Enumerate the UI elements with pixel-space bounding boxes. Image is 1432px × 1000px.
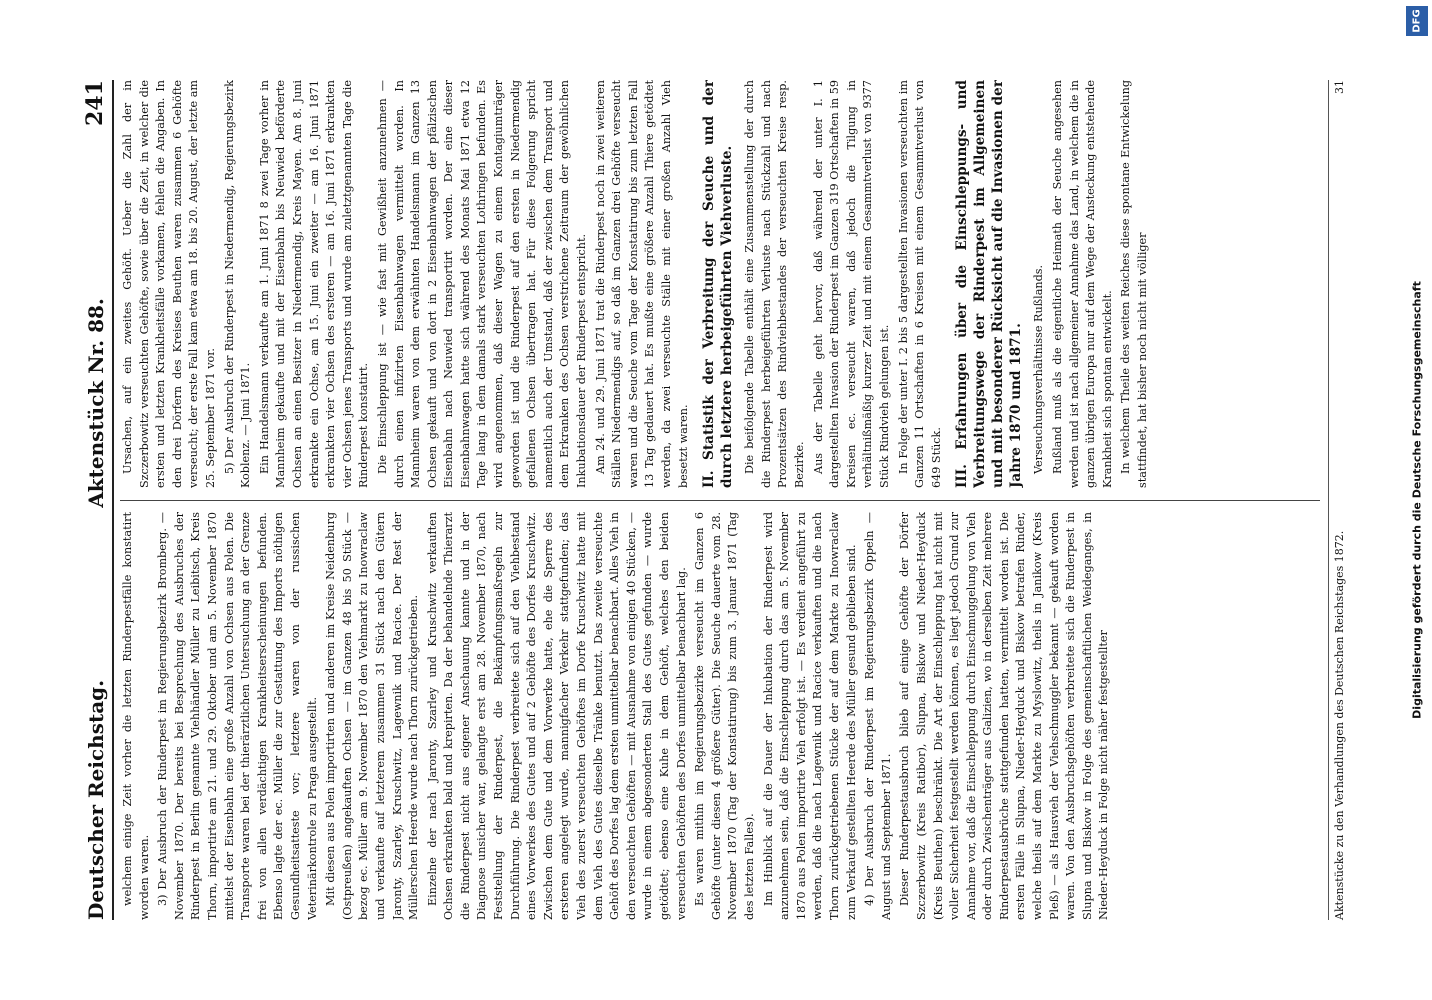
page-footer xyxy=(1328,80,1346,920)
paragraph: Verseuchungsverhältnisse Rußlands. xyxy=(1032,264,1046,474)
paragraph: Mit diesen aus Polen importirten und anderen im Kreise Neidenburg (Ostpreußen) angekauften Ochsen — im Ganzen 48 bis 50 Stück — bezog ec. Müller am 9. November 1870 den Viehmarkt zu Inowraclaw und verkaufte auf letzterem zusammen 31 Stück nach den Gütern Jaronty, Szarley, Kruschwitz, Lagewnik und Racice. Der Rest der Müllerschen Heerde wurde nach Thorn zurückgetrieben. xyxy=(324,512,421,920)
paragraph: Rußland muß als die eigentliche Heimath der Seuche angesehen werden und ist nach allgemeiner Annahme das Land, in welchem die in ganzen übrigen Europa nur auf dem Wege der Ansteckung entstehende Krankheit sich spontan entwickelt. xyxy=(1050,80,1114,488)
paragraph: Ursachen, auf ein zweites Gehöft. Ueber die Zahl der in Szczerbowitz verseuchten Gehöfte, sowie über die Zeit, in welcher die ersten und letzten Krankheitsfälle vorkamen, fehlen die Angaben. In den drei Dörfern des Kreises Beuthen waren zusammen 6 Gehöfte verseucht; der erste Fall kam etwa am 18. bis 20. August, der letzte am 25. September 1871 vor. xyxy=(121,80,217,488)
paragraph: Am 24. und 29. Juni 1871 trat die Rinderpest noch in zwei weiteren Ställen Niedermendigs auf, so daß im Ganzen drei Gehöfte verseucht waren und die Seuche vom Tage der Konstatirung bis zum letzten Fall 13 Tag gedauert hat. Es mußte eine größere Anzahl Thiere getödtet werden, da zwei verseuchte Ställe mit einer großen Anzahl Vieh besetzt waren. xyxy=(593,80,690,488)
paragraph: Aus der Tabelle geht hervor, daß während der unter I. 1 dargestellten Invasion der Rinderpest im Ganzen 319 Ortschaften in 59 Kreisen ec. verseucht waren, daß jedoch die Tilgung in verhältnißmäßig kurzer Zeit und mit einem Gesammtverlust von 9377 Stück Rindvieh gelungen ist. xyxy=(811,80,891,488)
paragraph: 3) Der Ausbruch der Rinderpest im Regierungsbezirk Bromberg. — November 1870. Der bereits bei Besprechung des Ausbruches der Rinderpest in Berlin genannte Viehhändler Müller zu Leibitsch, Kreis Thorn, importirte am 21. und 29. Oktober und am 5. November 1870 mittelst der Eisenbahn eine große Anzahl von Ochsen aus Polen. Die Transporte waren bei der thierärztlichen Untersuchung an der Grenze frei von allen verdächtigen Krankheitserscheinungen befunden. Ebenso lagte der ec. Müller die zur Gestattung des Imports nöthigen Gesundheitsatteste vor; letztere waren von der russischen Veterinärkontrole zu Praga ausgestellt. xyxy=(156,512,319,920)
footer-source: Aktenstücke zu den Verhandlungen des Deutschen Reichstages 1872. xyxy=(1333,530,1346,920)
paragraph: Es waren mithin im Regierungsbezirke verseucht im Ganzen 6 Gehöfte (unter diesen 4 größere Güter). Die Seuche dauerte vom 28. November 1870 (Tag der Konstatirung) bis zum 3. Januar 1871 (Tag des letzten Falles). xyxy=(693,512,756,920)
paragraph: In welchem Theile des weiten Reiches diese spontane Entwickelung stattfindet, hat bisher noch nicht mit völliger xyxy=(1119,80,1149,488)
paragraph: Ein Handelsmann verkaufte am 1. Juni 1871 8 zwei Tage vorher in Mannheim gekaufte und mit der Eisenbahn bis Neuwied beförderte Ochsen an einen Besitzer in Niedermendig, Kreis Mayen. Am 8. Juni erkrankte ein Ochse, am 15. Juni ein zweiter — am 16. Juni 1871 erkrankten vier Ochsen des ersteren — am 16. Juni 1871 erkrankten vier Ochsen jenes Transports und wurde am zuletztgenannten Tage die Rinderpest konstatirt. xyxy=(257,80,371,488)
paragraph: 5) Der Ausbruch der Rinderpest in Niedermendig, Regierungsbezirk Koblenz. — Juni 1871. xyxy=(222,80,253,488)
right-column xyxy=(120,80,1320,488)
page-number: 241 xyxy=(82,80,108,126)
dfg-logo-text: DFG xyxy=(1411,9,1423,33)
credit-text: Digitalisierung gefördert durch die Deutsche Forschungsgemeinschaft xyxy=(1410,281,1424,719)
paragraph: 4) Der Ausbruch der Rinderpest im Regierungsbezirk Oppeln — August und September 1871. xyxy=(863,512,893,920)
section-heading: II. Statistik der Verbreitung der Seuche und der durch letztere herbeigeführten Viehverluste. xyxy=(701,80,736,488)
paragraph: Die Einschleppung ist — wie fast mit Gewißheit anzunehmen — durch einen infizirten Eisenbahnwagen vermittelt worden. In Mannheim waren von dem erwähnten Handelsmann im Ganzen 13 Ochsen gekauft und von dort in 2 Eisenbahnwagen der pfälzischen Eisenbahn nach Neuwied transportirt worden. Der eine dieser Eisenbahnwagen hatte sich während des Monats Mai 1871 etwa 12 Tage lang in dem damals stark verseuchten Lothringen befunden. Es wird angenommen, daß dieser Wagen zu einem Kontagiumträger geworden ist und die Rinderpest auf den ersten in Niedermendig gefallenen Ochsen übertragen hat. Für diese Folgerung spricht namentlich auch der Umstand, daß der zwischen dem Transport und dem Erkranken des Ochsen verstrichene Zeitraum der gewöhnlichen Inkubationsdauer der Rinderpest entspricht. xyxy=(375,80,589,488)
header-document: Aktenstück Nr. 88. xyxy=(84,298,108,508)
paragraph: Die beifolgende Tabelle enthält eine Zusammenstellung der durch die Rinderpest herbeigeführten Verluste nach Stückzahl und nach Prozentsätzen des Rindviehbestandes der verseuchten Kreise resp. Bezirke. xyxy=(743,80,806,488)
paragraph: Einzelne der nach Jaronty, Szarley und Kruschwitz verkauften Ochsen erkrankten bald und krepirten. Da der behandelnde Thierarzt die Rinderpest nicht aus eigener Anschauung kannte und in der Diagnose unsicher war, gelangte erst am 28. November 1870, nach Feststellung der Rinderpest, die Bekämpfungsmaßregeln zur Durchführung. Die Rinderpest verbreitete sich auf den Viehbestand eines Vorwerkes des Gutes und auf 2 Gehöfte des Dorfes Kruschwitz. Zwischen dem Gute und dem Vorwerke hatte, ehe die Sperre des ersteren angelegt wurde, mannigfacher Verkehr stattgefunden; das Vieh des zuerst verseuchten Gehöftes im Dorfe Kruschwitz hatte mit dem Vieh des Gutes dieselbe Tränke benutzt. Das zweite verseuchte Gehöft des Dorfes lag dem ersten unmittelbar benachbart. Alles Vieh in den verseuchten Gehöften — mit Ausnahme von einigen 40 Stücken, — wurde in einem abgesonderten Stall des Gutes gefunden — wurde getödtet; ebenso eine Kuhe in dem Gehöft, welches den beiden verseuchten Gehöften des Dorfes unmittelbar benachbart lag. xyxy=(425,512,688,920)
footer-sheet-number: 31 xyxy=(1333,80,1346,94)
page-header xyxy=(78,80,114,920)
left-column xyxy=(120,512,1320,920)
paragraph: Im Hinblick auf die Dauer der Inkubation der Rinderpest wird anzunehmen sein, daß die Einschleppung durch das am 5. November 1870 aus Polen importirte Vieh erfolgt ist. — Es verdient angeführt zu werden, daß die nach Lagewnik und Racice verkauften und die nach Thorn zurückgetriebenen Stücke der auf dem Markte zu Inowraclaw zum Verkauf gestellten Heerde des Müller gesund geblieben sind. xyxy=(761,512,858,920)
dfg-logo xyxy=(1406,6,1428,36)
digitization-credit xyxy=(1410,40,1424,960)
section-heading: III. Erfahrungen über die Einschleppungs- und Verbreitungswege der Rinderpest im Allgemeinen und mit besonderer Rücksicht auf die Invasionen der Jahre 1870 und 1871. xyxy=(954,80,1025,488)
column-divider xyxy=(120,500,1320,501)
paragraph: Dieser Rinderpestausbruch blieb auf einige Gehöfte der Dörfer Szczerbowitz (Kreis Ratibor), Slupna, Biskow und Nieder-Heyduck (Kreis Beuthen) beschränkt. Die Art der Einschleppung hat nicht mit voller Sicherheit festgestellt werden können, es liegt jedoch Grund zur Annahme vor, daß die Einschleppung durch Einschmuggelung von Vieh oder durch Zwischenträger aus Galizien, wo in derselben Zeit mehrere Rinderpestausbrüche stattgefunden hatten, vermittelt worden ist. Die ersten Fälle in Slupna, Nieder-Heyduck und Biskow betrafen Rinder, welche theils auf dem Markte zu Myslowitz, theils in Janikow (Kreis Pleß) — als Hausvieh der Viehschmuggler bekannt — gekauft worden waren. Von den Ausbruchsgehöften verbreitete sich die Rinderpest in Slupna und Biskow in Folge des gemeinschaftlichen Weideganges, in Nieder-Heyduck in Folge nicht näher festgestellter xyxy=(898,512,1111,920)
header-title: Deutscher Reichstag. xyxy=(84,679,108,920)
paragraph: In Folge der unter I. 2 bis 5 dargestellten Invasionen verseuchten im Ganzen 11 Ortschaften in 6 Kreisen mit einem Gesammtverlust von 649 Stück. xyxy=(896,80,943,488)
paragraph: welchem einige Zeit vorher die letzten Rinderpestfälle konstatirt worden waren. xyxy=(121,512,151,920)
